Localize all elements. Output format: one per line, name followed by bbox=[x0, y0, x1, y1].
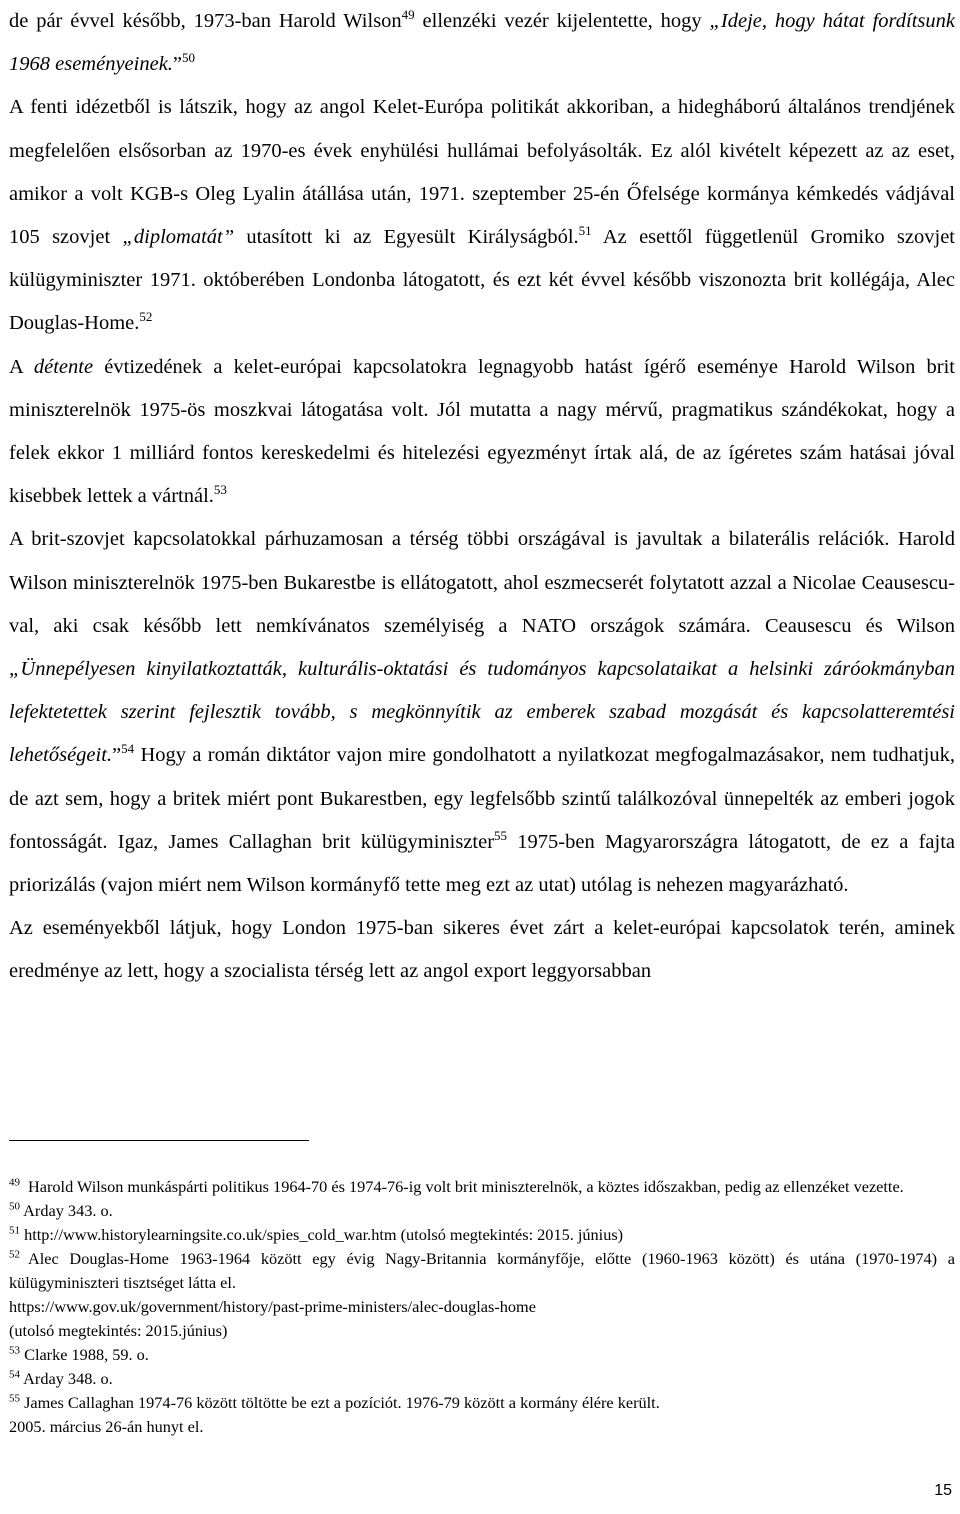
text: ellenzéki vezér kijelentette, hogy bbox=[414, 10, 710, 32]
text: de pár évvel később, 1973-ban Harold Wilson bbox=[9, 10, 402, 32]
quote: „Ideje, hogy hátat fordítsunk 1968 eseményeinek. bbox=[9, 10, 955, 76]
text: Az eseményekből látjuk, hogy London 1975-ban sikeres évet zárt a kelet-európai kapcsolatok terén, aminek eredménye az lett, hogy a szocialista térség lett az angol export leggyorsabban bbox=[9, 917, 955, 983]
quote: „Ünnepélyesen kinyilatkoztatták, kulturális-oktatási és tudományos kapcsolataikat a helsinki záróokmányban lefektetettek szerint fejlesztik tovább, s megkönnyítik az emberek szabad mozgását és kapcsolatteremtési lehetőségeit. bbox=[9, 658, 955, 767]
paragraph-3 bbox=[9, 346, 955, 519]
footnote-51 bbox=[9, 1223, 955, 1247]
footnote-text: Harold Wilson munkáspárti politikus 1964-70 és 1974-76-ig volt brit miniszterelnök, a köztes időszakban, pedig az ellenzéket vezette. bbox=[28, 1177, 904, 1196]
footnote-number: 54 bbox=[9, 1368, 20, 1381]
text: Hogy a román diktátor vajon mire gondolhatott a nyilatkozat megfogalmazásakor, nem tudhatjuk, de azt sem, hogy a britek miért pont Bukarestben, egy legfelsőbb szintű találkozóval ünnepelték az emberi jogok fontosságát. Igaz, James Callaghan brit külügyminiszter bbox=[9, 744, 955, 853]
footnote-53 bbox=[9, 1343, 955, 1367]
quote: „diplomatát” bbox=[122, 226, 235, 249]
paragraph-1 bbox=[9, 0, 955, 86]
text: utasított ki az Egyesült Királyságból. bbox=[234, 226, 579, 249]
footnote-number: 55 bbox=[9, 1392, 20, 1405]
close-quote: ” bbox=[112, 744, 122, 767]
text: évtizedének a kelet-európai kapcsolatokra legnagyobb hatást ígérő eseménye Harold Wilson brit miniszterelnök 1975-ös moszkvai látogatása volt. Jól mutatta a nagy mérvű, pragmatikus szándékokat, hogy a felek ekkor 1 milliárd fontos kereskedelmi és hitelezési egyezményt írtak alá, de az ígéretes szám hatásai jóval kisebbek lettek a vártnál. bbox=[9, 355, 955, 508]
footnote-ref-53[interactable]: 53 bbox=[213, 482, 227, 498]
footnote-text: Arday 348. o. bbox=[23, 1369, 113, 1388]
text: A fenti idézetből is látszik, hogy az angol Kelet-Európa politikát akkoriban, a hidegháború általános trendjének megfelelően elsősorban az 1970-es évek enyhülési hullámai befolyásolták. Ez alól kivételt képezett az az eset, amikor a volt KGB-s Oleg Lyalin átállása után, 1971. szeptember 25-én Őfelsége kormánya kémkedés vádjával 105 szovjet bbox=[9, 96, 955, 249]
footnote-52-access: (utolsó megtekintés: 2015.június) bbox=[9, 1321, 228, 1340]
footnotes bbox=[9, 1175, 955, 1439]
footnote-link[interactable]: http://www.historylearningsite.co.uk/spies_cold_war.htm (utolsó megtekintés: 2015. június) bbox=[24, 1225, 624, 1244]
text: Az esettől függetlenül Gromiko szovjet külügyminiszter 1971. októberében Londonba látogatott, és ezt két évvel később viszonozta brit kollégája, Alec Douglas-Home. bbox=[9, 226, 956, 335]
paragraph-5 bbox=[9, 907, 955, 993]
footnote-49 bbox=[9, 1175, 955, 1199]
footnote-number: 52 bbox=[9, 1248, 20, 1261]
footnote-ref-50[interactable]: 50 bbox=[182, 50, 196, 66]
footnote-ref-51[interactable]: 51 bbox=[578, 223, 592, 239]
footnote-number: 49 bbox=[9, 1176, 20, 1189]
footnote-separator bbox=[9, 1140, 309, 1141]
text: 1975-ben Magyarországra látogatott, de ez a fajta priorizálás (vajon miért nem Wilson kormányfő tette meg ezt az utat) utólag is nehezen magyarázható. bbox=[9, 830, 955, 897]
italic-term: détente bbox=[33, 355, 94, 378]
footnote-ref-52[interactable]: 52 bbox=[139, 309, 153, 325]
body-text bbox=[9, 0, 955, 994]
page-number: 15 bbox=[934, 1482, 952, 1499]
footnote-ref-55[interactable]: 55 bbox=[494, 828, 508, 844]
footnote-55 bbox=[9, 1391, 955, 1415]
footnote-52 bbox=[9, 1247, 955, 1295]
footnote-number: 53 bbox=[9, 1344, 20, 1357]
footnote-52-url[interactable]: https://www.gov.uk/government/history/past-prime-ministers/alec-douglas-home bbox=[9, 1297, 536, 1316]
footnote-55-cont: 2005. március 26-án hunyt el. bbox=[9, 1417, 204, 1436]
close-quote: ” bbox=[172, 53, 183, 76]
footnote-number: 50 bbox=[9, 1200, 20, 1213]
footnote-text: Clarke 1988, 59. o. bbox=[24, 1345, 149, 1364]
paragraph-4 bbox=[9, 518, 955, 907]
footnote-54 bbox=[9, 1367, 955, 1391]
footnote-number: 51 bbox=[9, 1224, 20, 1237]
paragraph-2 bbox=[9, 86, 955, 345]
footnote-text: James Callaghan 1974-76 között töltötte be ezt a pozíciót. 1976-79 között a kormány élére került. bbox=[24, 1393, 660, 1412]
text: A bbox=[9, 355, 34, 378]
footnote-text: Alec Douglas-Home 1963-1964 között egy évig Nagy-Britannia kormányfője, előtte (1960-1963 között) és utána (1970-1974) a külügyminiszteri tisztséget látta el. bbox=[9, 1249, 955, 1292]
text: A brit-szovjet kapcsolatokkal párhuzamosan a térség többi országával is javultak a bilaterális relációk. Harold Wilson miniszterelnök 1975-ben Bukarestbe is ellátogatott, ahol eszmecserét folytatott azzal a Nicolae Ceausescu-val, aki csak később lett nemkívánatos személyiség a NATO országok számára. Ceausescu és Wilson bbox=[9, 528, 955, 637]
footnote-text: Arday 343. o. bbox=[23, 1201, 113, 1220]
footnote-50 bbox=[9, 1199, 955, 1223]
footnote-ref-49[interactable]: 49 bbox=[401, 7, 415, 23]
footnote-ref-54[interactable]: 54 bbox=[121, 741, 135, 757]
